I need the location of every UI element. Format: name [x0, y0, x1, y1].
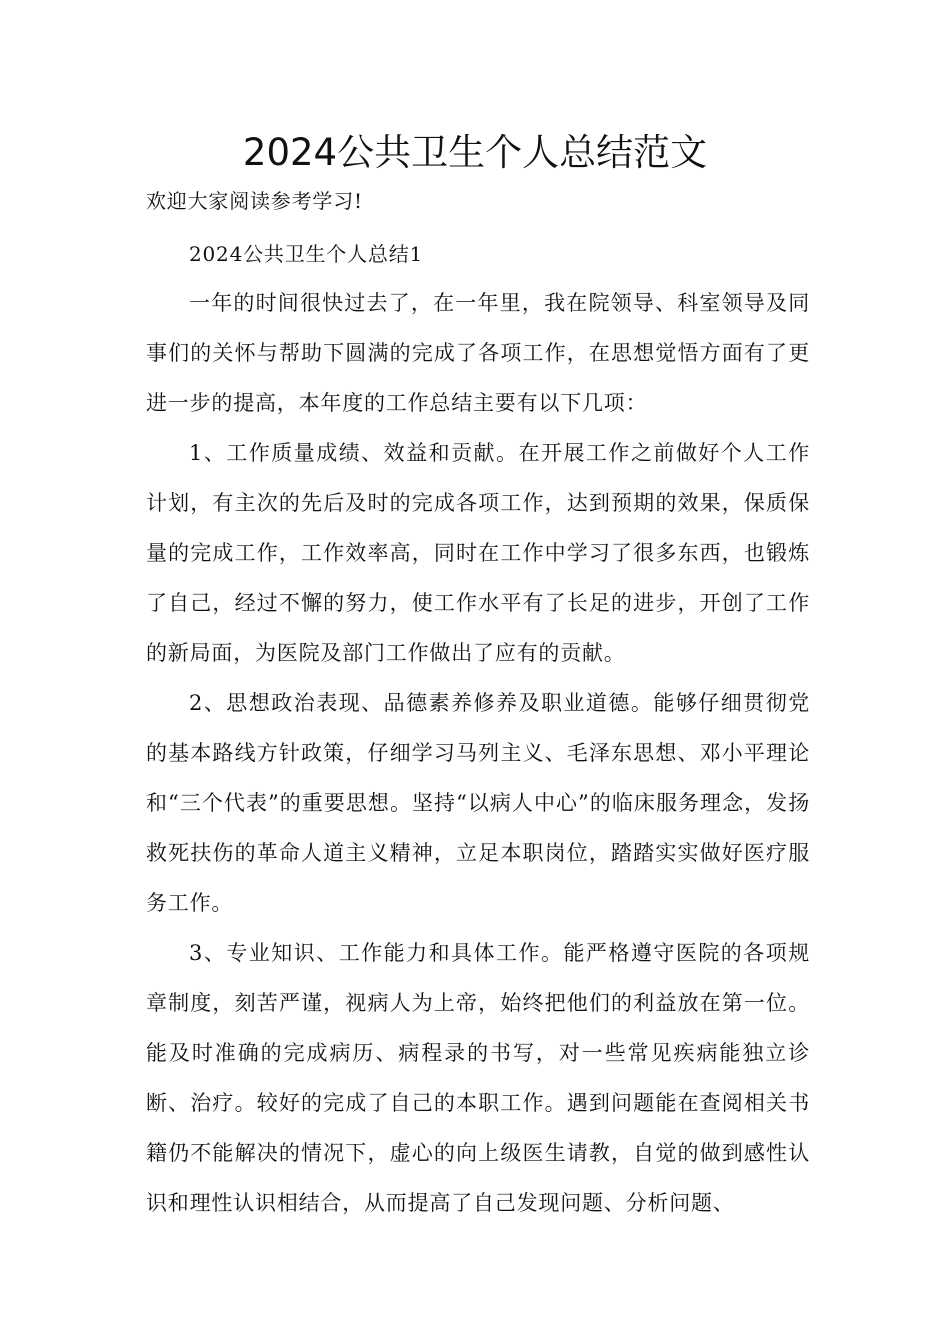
- paragraph-item-2: 2、思想政治表现、品德素养修养及职业道德。能够仔细贯彻党的基本路线方针政策，仔细学习马列主义、毛泽东思想、邓小平理论和“三个代表”的重要思想。坚持“以病人中心”的临床服务理念，发扬救死扶伤的革命人道主义精神，立足本职岗位，踏踏实实做好医疗服务工作。: [146, 691, 810, 915]
- paragraph-opening: 一年的时间很快过去了，在一年里，我在院领导、科室领导及同事们的关怀与帮助下圆满的完成了各项工作，在思想觉悟方面有了更进一步的提高，本年度的工作总结主要有以下几项：: [146, 291, 810, 415]
- document-title: 2024公共卫生个人总结范文: [242, 131, 708, 174]
- body-paragraphs: [146, 278, 810, 1228]
- paragraph-item-3: 3、专业知识、工作能力和具体工作。能严格遵守医院的各项规章制度，刻苦严谨，视病人为上帝，始终把他们的利益放在第一位。能及时准确的完成病历、病程录的书写，对一些常见疾病能独立诊断、治疗。较好的完成了自己的本职工作。遇到问题能在查阅相关书籍仍不能解决的情况下，虚心的向上级医生请教，自觉的做到感性认识和理性认识相结合，从而提高了自己发现问题、分析问题、: [146, 941, 810, 1215]
- section-heading: 2024公共卫生个人总结1: [189, 242, 424, 266]
- paragraph-item-1: 1、工作质量成绩、效益和贡献。在开展工作之前做好个人工作计划，有主次的先后及时的完成各项工作，达到预期的效果，保质保量的完成工作，工作效率高，同时在工作中学习了很多东西，也锻炼了自己，经过不懈的努力，使工作水平有了长足的进步，开创了工作的新局面，为医院及部门工作做出了应有的贡献。: [146, 441, 810, 665]
- intro-text: 欢迎大家阅读参考学习!: [146, 189, 363, 213]
